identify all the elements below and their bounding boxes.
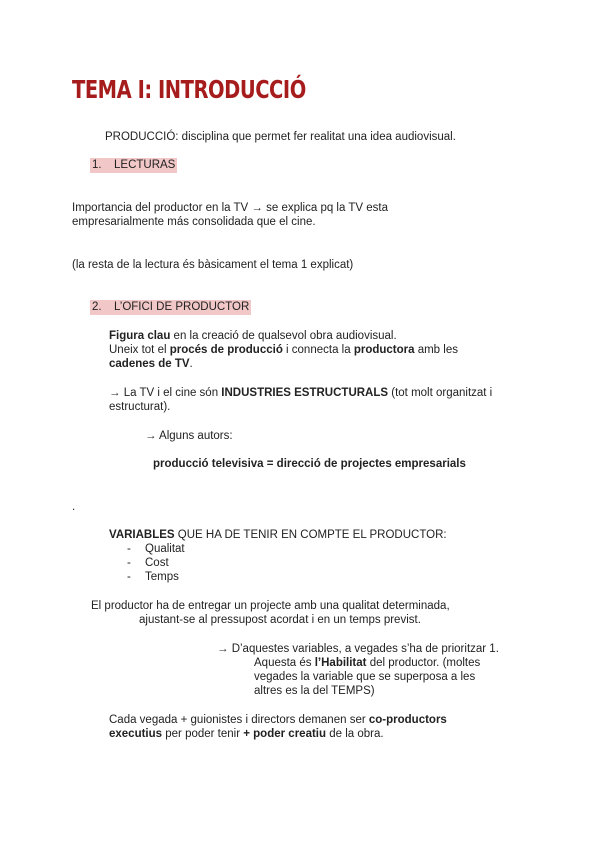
text: del productor. (moltes bbox=[366, 657, 481, 669]
prioritzar-line: → D’aquestes variables, a vegades s’ha de prioritzar 1. bbox=[217, 643, 499, 655]
bullet: - bbox=[127, 571, 131, 583]
section-number: 1. bbox=[92, 159, 102, 171]
formula-line bbox=[153, 457, 466, 472]
bold-text: l’Habilitat bbox=[314, 657, 367, 669]
ofici-line bbox=[109, 386, 492, 401]
bold-text: productora bbox=[353, 344, 415, 356]
stray-dot: . bbox=[72, 501, 76, 513]
section-number: 2. bbox=[92, 301, 102, 313]
final-line bbox=[109, 727, 384, 742]
bold-text: producció televisiva = direcció de projectes empresarials bbox=[153, 458, 466, 470]
text: . bbox=[189, 358, 193, 370]
section-heading-lecturas bbox=[90, 158, 177, 173]
prioritzar-line: altres es la del TEMPS) bbox=[254, 685, 375, 697]
text: QUE HA DE TENIR EN COMPTE EL PRODUCTOR: bbox=[174, 529, 447, 541]
ofici-line bbox=[109, 357, 193, 372]
bold-text: VARIABLES bbox=[109, 529, 175, 541]
list-item-label: Cost bbox=[145, 557, 169, 569]
list-item-label: Temps bbox=[145, 571, 179, 583]
bold-text: cadenes de TV bbox=[109, 358, 190, 370]
section-label: LECTURAS bbox=[114, 159, 176, 171]
bullet: - bbox=[127, 557, 131, 569]
text: Uneix tot el bbox=[109, 344, 170, 356]
text: de la obra. bbox=[326, 728, 384, 740]
bold-text: INDUSTRIES ESTRUCTURALS bbox=[221, 387, 389, 399]
variables-heading bbox=[109, 528, 447, 543]
page-title: TEMA I: INTRODUCCIÓ bbox=[72, 75, 306, 104]
text: Aquesta és bbox=[254, 657, 315, 669]
ofici-line bbox=[109, 343, 458, 358]
bold-text: procés de producció bbox=[169, 344, 283, 356]
text: amb les bbox=[414, 344, 458, 356]
text: en la creació de qualsevol obra audiovisual. bbox=[170, 330, 397, 342]
list-item-label: Qualitat bbox=[145, 543, 185, 555]
prioritzar-line bbox=[254, 656, 480, 671]
final-line bbox=[109, 713, 447, 728]
bold-text: executius bbox=[109, 728, 163, 740]
prioritzar-line: vegades la variable que se superposa a les bbox=[254, 671, 476, 683]
text: → La TV i el cine són bbox=[109, 387, 222, 399]
lecturas-paragraph-line: Importancia del productor en la TV → se explica pq la TV esta bbox=[72, 202, 388, 214]
text: i connecta la bbox=[282, 344, 354, 356]
bold-text: Figura clau bbox=[109, 330, 171, 342]
bold-text: co-productors bbox=[368, 714, 447, 726]
text: Cada vegada + guionistes i directors demanen ser bbox=[109, 714, 369, 726]
autors-line: → Alguns autors: bbox=[145, 430, 233, 442]
ofici-line: estructurat). bbox=[109, 401, 171, 413]
section-heading-ofici bbox=[90, 300, 251, 315]
bold-text: + poder creatiu bbox=[243, 728, 327, 740]
lecturas-note: (la resta de la lectura és bàsicament el tema 1 explicat) bbox=[72, 259, 354, 271]
section-label: L’OFICI DE PRODUCTOR bbox=[114, 301, 250, 313]
text: (tot molt organitzat i bbox=[388, 387, 493, 399]
entrega-line: ajustant-se al pressupost acordat i en un temps previst. bbox=[139, 614, 421, 626]
list-item bbox=[127, 570, 179, 585]
text: per poder tenir bbox=[162, 728, 244, 740]
ofici-line bbox=[109, 329, 397, 344]
list-item bbox=[127, 556, 169, 571]
bullet: - bbox=[127, 543, 131, 555]
list-item bbox=[127, 542, 185, 557]
entrega-line: El productor ha de entregar un projecte amb una qualitat determinada, bbox=[91, 600, 450, 612]
lecturas-paragraph-line: empresarialmente más consolidada que el cine. bbox=[72, 216, 316, 228]
intro-definition: PRODUCCIÓ: disciplina que permet fer realitat una idea audiovisual. bbox=[105, 131, 456, 143]
